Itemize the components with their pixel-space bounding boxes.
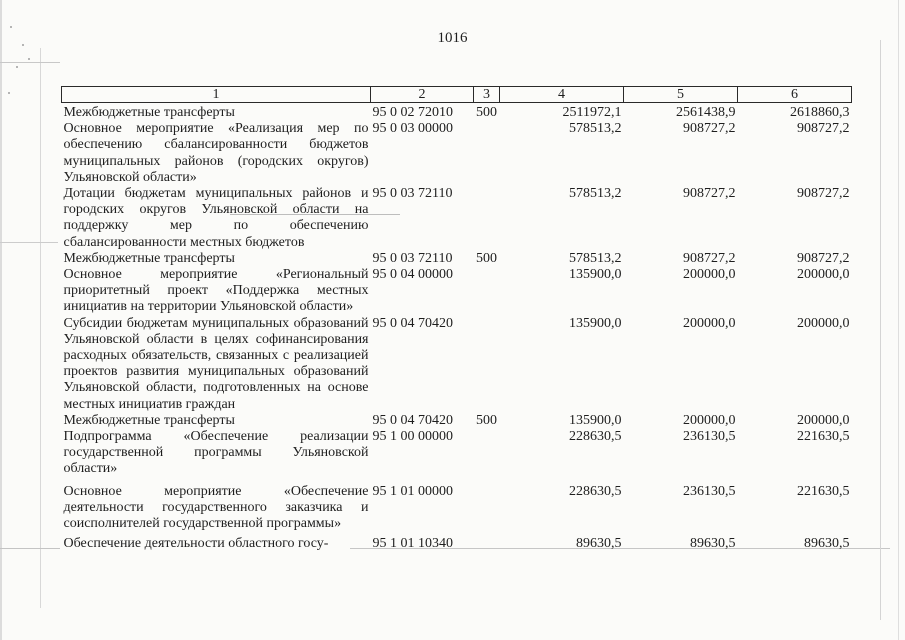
row-code: 95 1 01 00000 (372, 483, 453, 499)
row-value-col6: 908727,2 (797, 186, 850, 202)
scan-artifact-right-2 (898, 0, 899, 640)
row-value-col6: 89630,5 (804, 536, 850, 552)
row-code: 95 0 02 72010 (372, 105, 453, 120)
row-expense-type (474, 316, 500, 413)
row-expense-type (474, 121, 500, 186)
row-code: 95 0 04 70420 (372, 412, 453, 428)
scan-artifact-left-2 (40, 48, 41, 608)
row-value-col4: 228630,5 (569, 483, 622, 499)
row-value-col6: 908727,2 (797, 250, 850, 266)
table-row (62, 484, 852, 533)
table-row (62, 316, 852, 413)
table-row (62, 536, 852, 552)
row-value-col5: 236130,5 (683, 483, 736, 499)
row-expense-type (474, 186, 500, 251)
row-expense-type (474, 429, 500, 478)
row-code: 95 1 00 00000 (372, 429, 453, 445)
page-number: 1016 (437, 30, 468, 46)
row-value-col5: 200000,0 (683, 315, 736, 331)
row-name: Межбюджетные трансферты (63, 250, 235, 266)
row-expense-type (474, 484, 500, 533)
row-expense-type: 500 (476, 105, 497, 120)
row-value-col5: 2561438,9 (676, 105, 736, 120)
column-header: 5 (624, 87, 738, 103)
table-row (62, 121, 852, 186)
table-row (62, 105, 852, 121)
row-code: 95 0 03 00000 (372, 121, 453, 137)
row-value-col4: 2511972,1 (562, 105, 622, 120)
column-header: 3 (474, 87, 500, 103)
row-value-col4: 578513,2 (569, 250, 622, 266)
row-expense-type: 500 (476, 250, 497, 266)
row-value-col6: 221630,5 (797, 483, 850, 499)
row-value-col5: 908727,2 (683, 186, 736, 202)
row-name: Межбюджетные трансферты (63, 105, 235, 120)
row-code: 95 1 01 10340 (372, 536, 453, 552)
row-value-col6: 2618860,3 (790, 105, 850, 120)
scan-artifact-line (0, 242, 58, 243)
scan-artifact-left-1 (0, 0, 2, 640)
table-row (62, 429, 852, 478)
row-code: 95 0 03 72110 (372, 250, 453, 266)
column-header: 4 (500, 87, 624, 103)
row-code: 95 0 04 00000 (372, 267, 453, 283)
row-value-col5: 908727,2 (683, 121, 736, 137)
row-value-col4: 89630,5 (576, 536, 622, 552)
table-row (62, 251, 852, 267)
row-name: Подпрограмма «Обеспечение реализации государственной программы Ульяновской области» (63, 429, 369, 477)
scan-speck (28, 58, 30, 60)
row-code: 95 0 03 72110 (372, 186, 453, 202)
row-expense-type (474, 536, 500, 552)
row-value-col6: 200000,0 (797, 315, 850, 331)
column-header: 2 (371, 87, 474, 103)
column-header: 6 (738, 87, 852, 103)
row-value-col6: 221630,5 (797, 429, 850, 445)
row-value-col4: 135900,0 (569, 412, 622, 428)
scan-artifact-line (0, 548, 60, 549)
row-name: Дотации бюджетам муниципальных районов и городских округов Ульяновской области на поддержку мер по обеспечению сбалансированности местных бюджетов (63, 186, 369, 250)
row-value-col6: 200000,0 (797, 412, 850, 428)
row-value-col6: 200000,0 (797, 267, 850, 283)
row-value-col4: 228630,5 (569, 429, 622, 445)
row-name: Межбюджетные трансферты (63, 412, 235, 428)
table-row (62, 186, 852, 251)
row-value-col5: 200000,0 (683, 267, 736, 283)
row-value-col5: 908727,2 (683, 250, 736, 266)
row-value-col5: 236130,5 (683, 429, 736, 445)
row-value-col4: 135900,0 (569, 315, 622, 331)
scan-speck (8, 92, 10, 94)
row-value-col5: 89630,5 (690, 536, 736, 552)
row-name: Основное мероприятие «Реализация мер по обеспечению сбалансированности бюджетов муниципальных районов (городских округов) Ульяновской области» (63, 121, 369, 185)
row-value-col5: 200000,0 (683, 412, 736, 428)
row-expense-type (474, 267, 500, 316)
row-value-col6: 908727,2 (797, 121, 850, 137)
budget-table (61, 86, 852, 552)
table-row (62, 267, 852, 316)
row-name: Основное мероприятие «Обеспечение деятельности государственного заказчика и соисполнителей государственной программы» (63, 483, 369, 532)
row-code: 95 0 04 70420 (372, 315, 453, 331)
table-header-row (62, 87, 852, 103)
scan-artifact-right-1 (880, 40, 881, 620)
row-name: Обеспечение деятельности областного госу- (63, 536, 329, 552)
row-name: Субсидии бюджетам муниципальных образований Ульяновской области в целях софинансирования расходных обязательств, связанных с реализацией проектов развития муниципальных образований Ульяновской области, подготовленных на основе местных инициатив граждан (63, 315, 369, 412)
scan-artifact-line (0, 62, 60, 63)
row-value-col4: 578513,2 (569, 121, 622, 137)
scan-speck (10, 26, 12, 28)
row-name: Основное мероприятие «Региональный приоритетный проект «Поддержка местных инициатив на территории Ульяновской области» (63, 267, 369, 315)
row-value-col4: 135900,0 (569, 267, 622, 283)
table-row (62, 413, 852, 429)
row-expense-type: 500 (476, 412, 497, 428)
scan-speck (16, 66, 18, 68)
column-header: 1 (62, 87, 371, 103)
row-value-col4: 578513,2 (569, 186, 622, 202)
